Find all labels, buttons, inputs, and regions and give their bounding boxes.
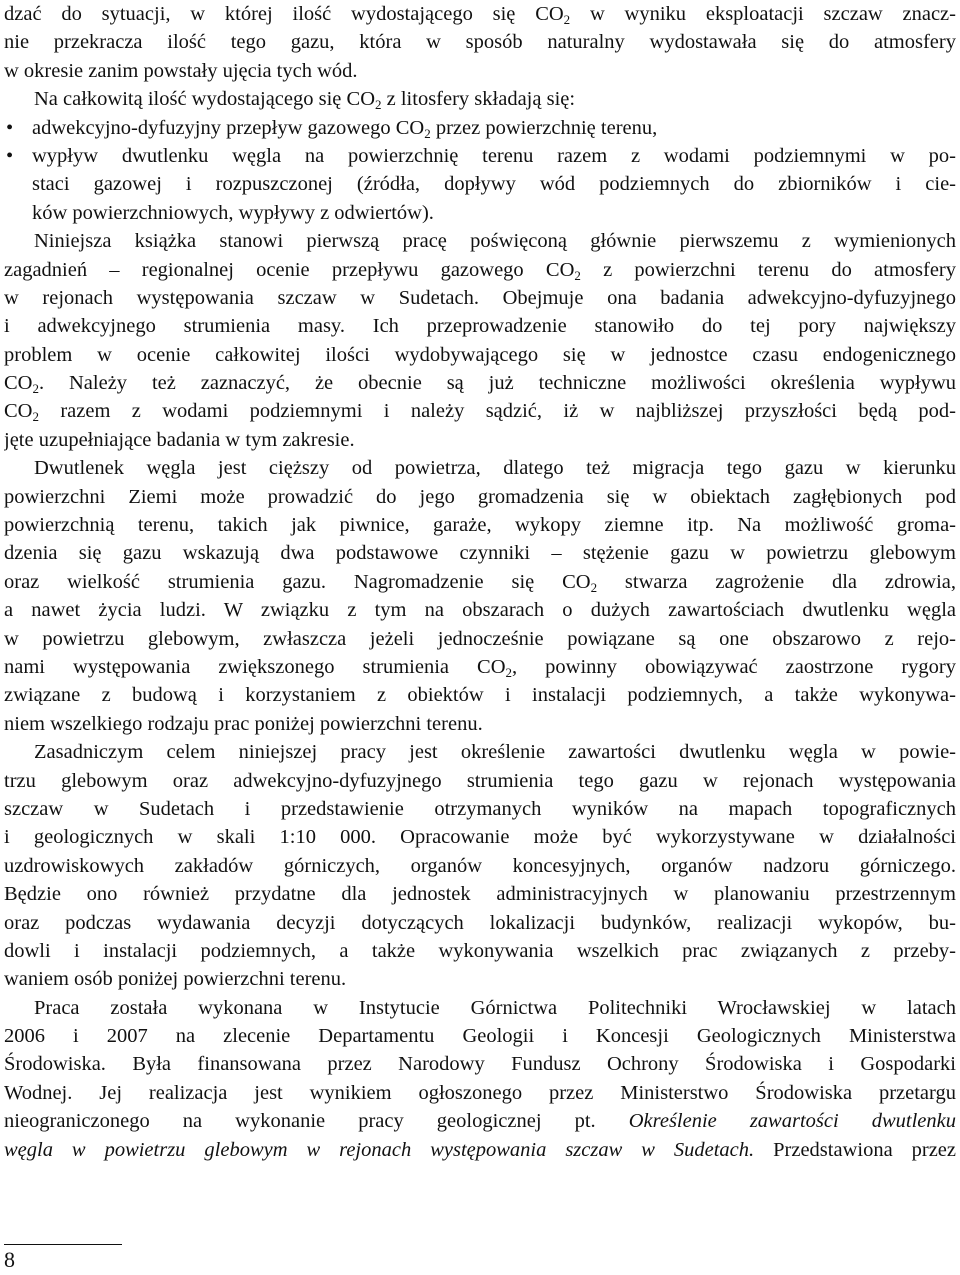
text-line: Praca została wykonana w Instytucie Górnictwa Politechniki Wrocławskiej w latach: [34, 996, 956, 1019]
body-text: [4, 0, 956, 1164]
text-line: oraz wielkość strumienia gazu. Nagromadzenie się $CO_2$ stwarza zagrożenie dla zdrowia,: [4, 570, 956, 595]
footnote-rule: [4, 1244, 122, 1245]
text-line: Wodnej. Jej realizacja jest wynikiem ogłoszonego przez Ministerstwo Środowiska przetargu: [4, 1081, 956, 1104]
text-line: Zasadniczym celem niniejszej pracy jest określenie zawartości dwutlenku węgla w powie-: [34, 741, 956, 764]
text-line: nami występowania zwiększonego strumienia $CO_2$, powinny obowiązywać zaostrzone rygory: [4, 655, 956, 680]
text-line: w rejonach występowania szczaw w Sudetach. Obejmuje ona badania adwekcyjno-dyfuzyjnego: [4, 286, 956, 309]
text-line: problem w ocenie całkowitej ilości wydobywającego się w jednostce czasu endogenicznego: [4, 343, 956, 366]
text-line: w okresie zanim powstały ujęcia tych wód.: [4, 59, 358, 82]
text-line: staci gazowej i rozpuszczonej (źródła, dopływy wód podziemnych do zbiorników i cie-: [32, 173, 956, 196]
text-line: • wypływ dwutlenku węgla na powierzchnię terenu razem z wodami podziemnymi w po-: [4, 142, 956, 170]
text-line: dzenia się gazu wskazują dwa podstawowe czynniki – stężenie gazu w powietrzu glebowym: [4, 542, 956, 565]
text-line: a nawet życia ludzi. W związku z tym na obszarach o dużych zawartościach dwutlenku węgla: [4, 599, 956, 622]
text-line: i adwekcyjnego strumienia masy. Ich przeprowadzenie stanowiło do tej pory największy: [4, 315, 956, 338]
text-line: węgla w powietrzu glebowym w rejonach występowania szczaw w Sudetach. Przedstawiona przez: [4, 1138, 956, 1161]
text-line: trzu glebowym oraz adwekcyjno-dyfuzyjnego strumienia tego gazu w rejonach występowania: [4, 769, 956, 792]
text-line: w powietrzu glebowym, zwłaszcza jeżeli jednocześnie powiązane są one obszarowo z rejo-: [4, 627, 956, 650]
text-line: niem wszelkiego rodzaju prac poniżej powierzchni terenu.: [4, 712, 483, 735]
text-line: dzać do sytuacji, w której ilość wydostającego się $CO_2$ w wyniku eksploatacji szczaw znacz-: [4, 3, 956, 27]
text-line: powierzchni Ziemi może prowadzić do jego gromadzenia się w obiektach zagłębionych pod: [4, 485, 956, 508]
text-line: dowli i instalacji podziemnych, a także wykonywania wszelkich prac związanych z przeby-: [4, 939, 956, 962]
text-line: nie przekracza ilość tego gazu, która w sposób naturalny wydostawała się do atmosfery: [4, 31, 956, 54]
text-line: 2006 i 2007 na zlecenie Departamentu Geologii i Koncesji Geologicznych Ministerstwa: [4, 1025, 956, 1048]
text-line: waniem osób poniżej powierzchni terenu.: [4, 968, 347, 991]
text-line: szczaw w Sudetach i przedstawienie otrzymanych wyników na mapach topograficznych: [4, 797, 956, 820]
text-line: $CO_2$. Należy też zaznaczyć, że obecnie są już techniczne możliwości określenia wypływu: [4, 372, 956, 397]
text-line: Będzie ono również przydatne dla jednostek administracyjnych w planowaniu przestrzennym: [4, 883, 956, 906]
text-line: związane z budową i korzystaniem z obiektów i instalacji podziemnych, a także wykonywa-: [4, 684, 956, 707]
text-line: Niniejsza książka stanowi pierwszą pracę poświęconą głównie pierwszemu z wymienionych: [34, 230, 956, 253]
text-line: Środowiska. Była finansowana przez Narodowy Fundusz Ochrony Środowiska i Gospodarki: [4, 1053, 956, 1076]
text-line: powierzchnią terenu, takich jak piwnice, garaże, wykopy ziemne itp. Na możliwość groma-: [4, 514, 956, 537]
text-line: • adwekcyjno-dyfuzyjny przepływ gazowego $CO_2$ przez powierzchnię terenu,: [4, 114, 956, 142]
text-line: Na całkowitą ilość wydostającego się $CO_2$ z litosfery składają się:: [34, 88, 576, 113]
text-line: oraz podczas wydawania decyzji dotyczących lokalizacji budynków, realizacji wykopów, bu-: [4, 911, 956, 934]
text-line: Dwutlenek węgla jest cięższy od powietrza, dlatego też migracja tego gazu w kierunku: [34, 457, 956, 480]
text-line: $CO_2$ razem z wodami podziemnymi i należy sądzić, iż w najbliższej przyszłości będą pod-: [4, 400, 956, 425]
text-line: zagadnień – regionalnej ocenie przepływu gazowego $CO_2$ z powierzchni terenu do atmosfery: [4, 258, 956, 283]
text-line: jęte uzupełniające badania w tym zakresie.: [4, 428, 355, 451]
text-line: nieograniczonego na wykonanie pracy geologicznej pt. Określenie zawartości dwutlenku: [4, 1110, 956, 1133]
page-number: 8: [4, 1247, 15, 1272]
text-line: i geologicznych w skali 1:10 000. Opracowanie może być wykorzystywane w działalności: [4, 826, 956, 849]
text-line: uzdrowiskowych zakładów górniczych, organów koncesyjnych, organów nadzoru górniczego.: [4, 854, 956, 877]
text-line: ków powierzchniowych, wypływy z odwiertów).: [32, 201, 434, 224]
